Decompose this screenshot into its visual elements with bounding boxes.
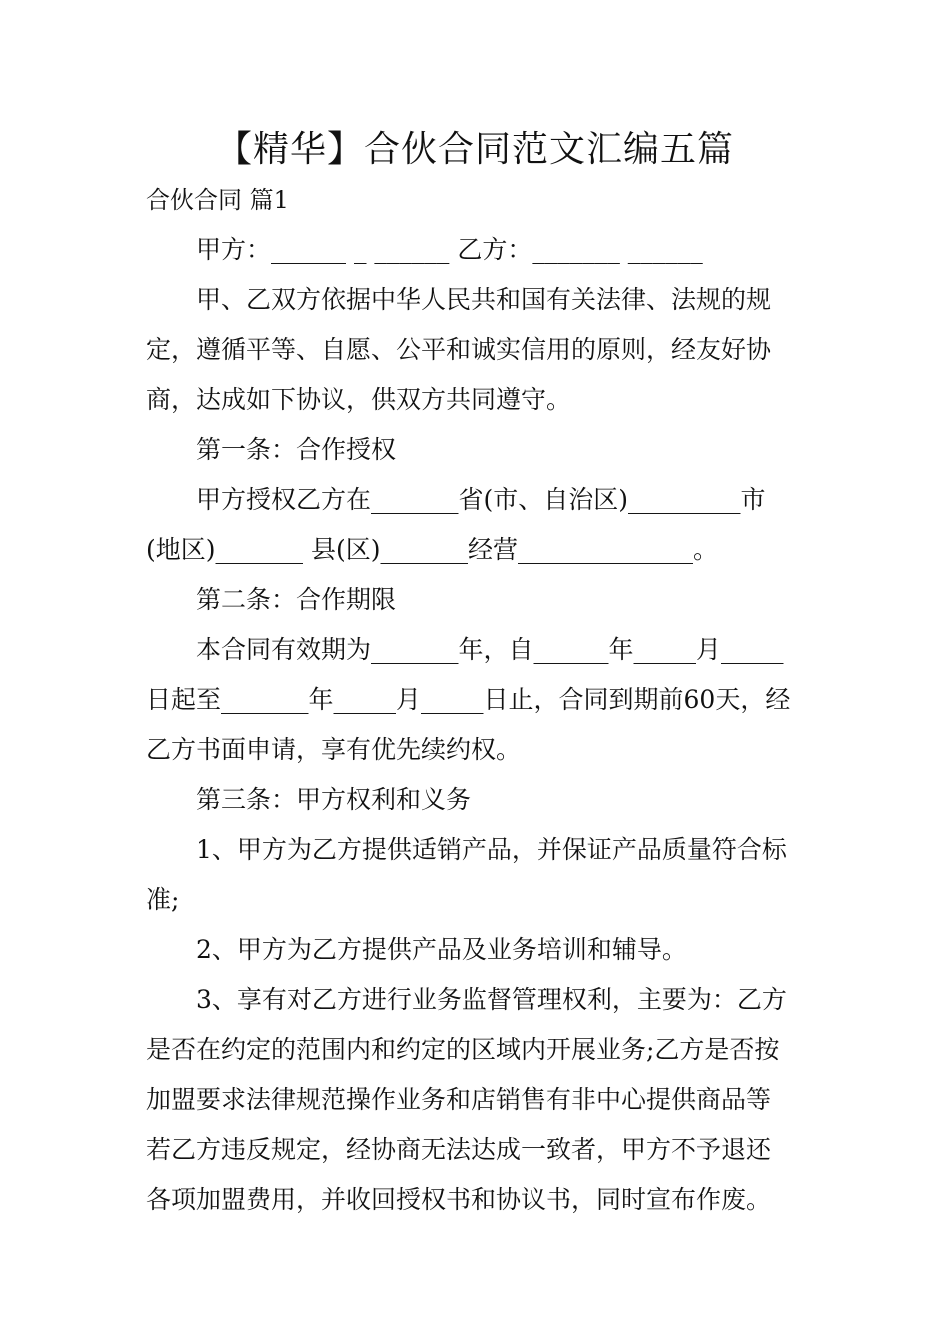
paragraph-line: 准; xyxy=(146,885,180,914)
paragraph-line: 乙方书面申请，享有优先续约权。 xyxy=(146,735,522,764)
document-title: 【精华】合伙合同范文汇编五篇 xyxy=(215,129,734,170)
paragraph-line: 日起至_______年_____月_____日止，合同到期前60天，经 xyxy=(146,685,791,714)
document-body xyxy=(146,225,808,1225)
article-heading: 第二条：合作期限 xyxy=(196,585,397,614)
paragraph-line: 甲方授权乙方在_______省(市、自治区)_________市 xyxy=(196,485,766,514)
section-label: 合伙合同 篇1 xyxy=(146,186,289,214)
paragraph-line: (地区)_______ 县(区)_______经营______________。 xyxy=(146,535,718,564)
paragraph-line: 定，遵循平等、自愿、公平和诚实信用的原则，经友好协 xyxy=(146,335,772,364)
article-heading: 第一条：合作授权 xyxy=(196,435,397,464)
paragraph-line: 本合同有效期为_______年，自______年_____月_____ xyxy=(196,635,784,664)
paragraph-line: 是否在约定的范围内和约定的区域内开展业务;乙方是否按 xyxy=(146,1035,780,1064)
article-heading: 第三条：甲方权利和义务 xyxy=(196,785,472,814)
paragraph-line: 若乙方违反规定，经协商无法达成一致者，甲方不予退还 xyxy=(146,1135,772,1164)
paragraph-line: 2、甲方为乙方提供产品及业务培训和辅导。 xyxy=(196,935,687,964)
paragraph-line: 加盟要求法律规范操作业务和店销售有非中心提供商品等 xyxy=(146,1085,772,1114)
party-line: 甲方：______ _ ______ 乙方：_______ ______ xyxy=(196,235,703,264)
paragraph-line: 1、甲方为乙方提供适销产品，并保证产品质量符合标 xyxy=(196,835,787,864)
paragraph-line: 商，达成如下协议，供双方共同遵守。 xyxy=(146,385,572,414)
paragraph-line: 甲、乙双方依据中华人民共和国有关法律、法规的规 xyxy=(196,285,772,314)
paragraph-line: 各项加盟费用，并收回授权书和协议书，同时宣布作废。 xyxy=(146,1185,772,1214)
paragraph-line: 3、享有对乙方进行业务监督管理权利，主要为：乙方 xyxy=(196,985,787,1014)
